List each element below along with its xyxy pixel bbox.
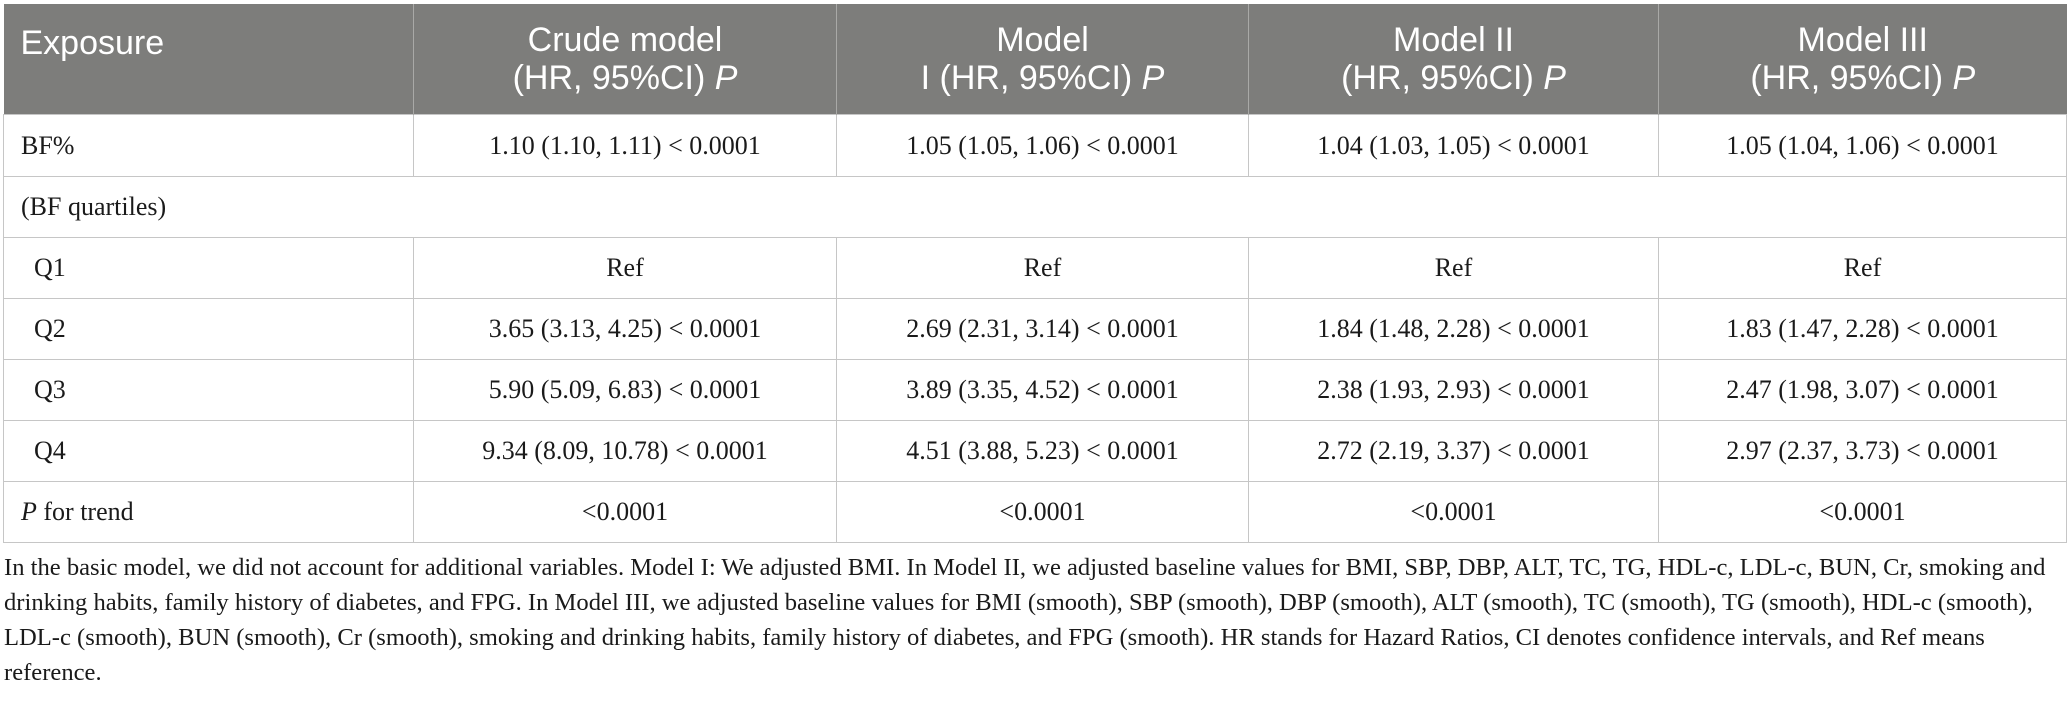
header-crude-model-line1: Crude model [527,21,723,59]
row-label-rest: for trend [36,497,134,526]
table-cell: Ref [414,238,837,299]
header-model-i-line2: I (HR, 95%CI) [920,59,1133,97]
table-cell: <0.0001 [1249,482,1659,543]
header-crude-model-line2: (HR, 95%CI) [512,59,706,97]
table-body [4,115,2067,543]
table-cell: 1.10 (1.10, 1.11) < 0.0001 [414,115,837,177]
header-crude-model-p: P [714,59,738,97]
results-table [3,4,2067,543]
header-model-iii-line2: (HR, 95%CI) [1750,59,1944,97]
table-cell: <0.0001 [837,482,1249,543]
table-cell: 1.04 (1.03, 1.05) < 0.0001 [1249,115,1659,177]
table-cell: 1.84 (1.48, 2.28) < 0.0001 [1249,299,1659,360]
header-model-i-p: P [1141,59,1165,97]
table-row [4,115,2067,177]
header-model-iii [1659,4,2067,115]
header-model-i [837,4,1249,115]
row-label: Q1 [4,238,414,299]
table-cell: <0.0001 [1659,482,2067,543]
table-row [4,299,2067,360]
header-crude-model [414,4,837,115]
table-cell: 9.34 (8.09, 10.78) < 0.0001 [414,421,837,482]
table-cell: 2.38 (1.93, 2.93) < 0.0001 [1249,360,1659,421]
table-cell: <0.0001 [414,482,837,543]
table-cell: 4.51 (3.88, 5.23) < 0.0001 [837,421,1249,482]
header-model-i-line1: Model [996,21,1089,59]
table-cell: 2.69 (2.31, 3.14) < 0.0001 [837,299,1249,360]
table-row [4,482,2067,543]
table-cell: Ref [1249,238,1659,299]
row-label-p-trend [4,482,414,543]
table-cell: 1.05 (1.05, 1.06) < 0.0001 [837,115,1249,177]
section-label: (BF quartiles) [4,177,2067,238]
table-row-section [4,177,2067,238]
row-label: Q3 [4,360,414,421]
header-model-iii-p: P [1952,59,1976,97]
header-model-iii-line1: Model III [1797,21,1928,59]
row-label: BF% [4,115,414,177]
header-model-ii-p: P [1543,59,1566,97]
table-row [4,360,2067,421]
p-italic: P [21,497,37,526]
header-model-ii [1249,4,1659,115]
header-model-ii-line1: Model II [1393,21,1514,59]
table-cell: 3.65 (3.13, 4.25) < 0.0001 [414,299,837,360]
table-cell: Ref [1659,238,2067,299]
header-model-ii-line2: (HR, 95%CI) [1341,59,1534,97]
table-footnote: In the basic model, we did not account for additional variables. Model I: We adjusted BMI. In Model II, we adjusted baseline values for BMI, SBP, DBP, ALT, TC, TG, HDL-c, LDL-c, BUN, Cr, smoking and drinking habits, family history of diabetes, and FPG. In Model III, we adjusted baseline values for BMI (smooth), SBP (smooth), DBP (smooth), ALT (smooth), TC (smooth), TG (smooth), HDL-c (smooth), LDL-c (smooth), BUN (smooth), Cr (smooth), smoking and drinking habits, family history of diabetes, and FPG (smooth). HR stands for Hazard Ratios, CI denotes confidence intervals, and Ref means reference. [4,554,2046,686]
table-cell: 1.05 (1.04, 1.06) < 0.0001 [1659,115,2067,177]
table-cell: Ref [837,238,1249,299]
table-cell: 1.83 (1.47, 2.28) < 0.0001 [1659,299,2067,360]
table-header [4,4,2067,115]
table-cell: 2.72 (2.19, 3.37) < 0.0001 [1249,421,1659,482]
header-row [4,4,2067,115]
table-cell: 3.89 (3.35, 4.52) < 0.0001 [837,360,1249,421]
table-cell: 2.97 (2.37, 3.73) < 0.0001 [1659,421,2067,482]
table-row [4,238,2067,299]
table-cell: 5.90 (5.09, 6.83) < 0.0001 [414,360,837,421]
header-exposure-label: Exposure [20,24,165,62]
table-row [4,421,2067,482]
header-exposure [4,4,414,115]
row-label: Q2 [4,299,414,360]
row-label: Q4 [4,421,414,482]
table-cell: 2.47 (1.98, 3.07) < 0.0001 [1659,360,2067,421]
